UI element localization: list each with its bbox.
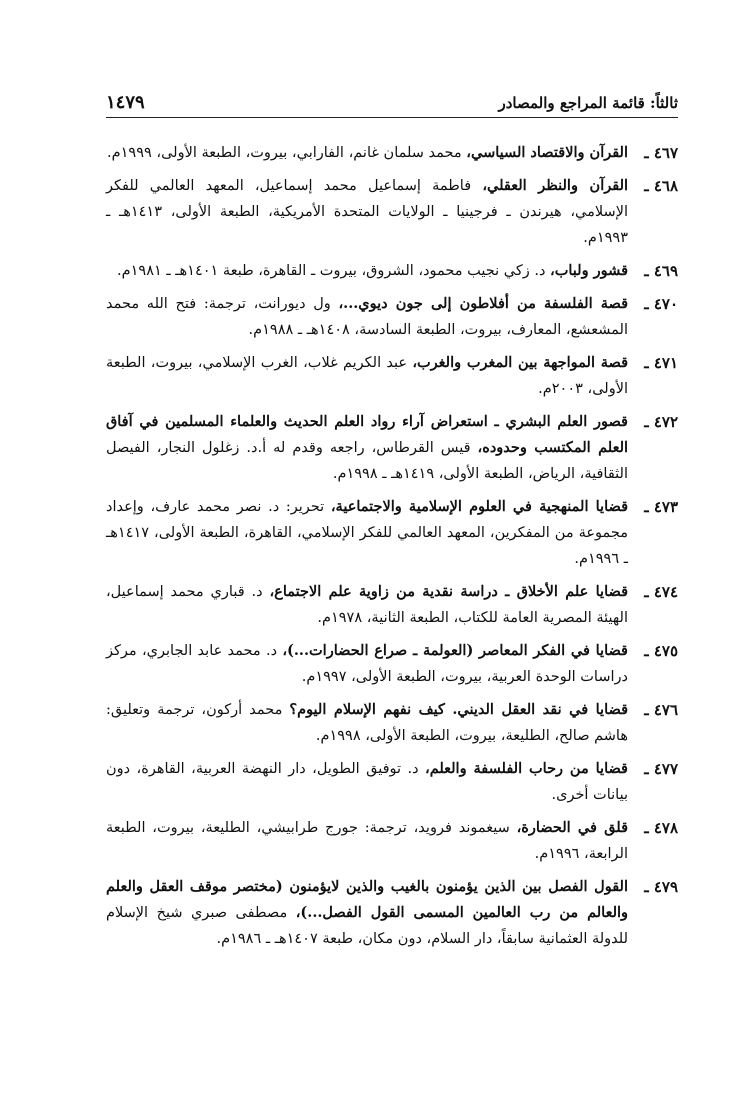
entry-title: قضايا علم الأخلاق ـ دراسة نقدية من زاوية علم الاجتماع،	[269, 583, 629, 600]
entry-number: ٤٧٤ ـ	[644, 583, 678, 601]
entry-text	[106, 874, 628, 952]
reference-entry	[106, 140, 678, 166]
entry-details: تحرير: د. نصر محمد عارف، وإعداد مجموعة من المفكرين، المعهد العالمي للفكر الإسلامي، القاهرة، الطبعة الأولى، ١٤١٧هـ ـ ١٩٩٦م.	[106, 499, 628, 567]
reference-entry	[106, 697, 678, 749]
entry-details: د. محمد عابد الجابري، مركز دراسات الوحدة العربية، بيروت، الطبعة الأولى، ١٩٩٧م.	[106, 643, 628, 685]
entry-details: د. توفيق الطويل، دار النهضة العربية، القاهرة، دون بيانات أخرى.	[106, 761, 628, 803]
reference-entry	[106, 815, 678, 867]
entry-details: د. زكي نجيب محمود، الشروق، بيروت ـ القاهرة، طبعة ١٤٠١هـ ـ ١٩٨١م.	[117, 263, 546, 279]
entry-title: القرآن والنظر العقلي،	[482, 177, 629, 194]
entry-details: عبد الكريم غلاب، الغرب الإسلامي، بيروت، الطبعة الأولى، ٢٠٠٣م.	[106, 355, 628, 397]
entry-number: ٤٦٧ ـ	[644, 144, 678, 162]
entry-title: قضايا في نقد العقل الديني. كيف نفهم الإسلام اليوم؟	[289, 701, 629, 718]
entry-title: قضايا المنهجية في العلوم الإسلامية والاجتماعية،	[330, 498, 628, 515]
entry-text	[106, 350, 628, 402]
entry-title: قشور ولباب،	[550, 262, 628, 279]
reference-entry	[106, 291, 678, 343]
entry-title: قصة المواجهة بين المغرب والغرب،	[412, 354, 629, 371]
entry-number: ٤٧٨ ـ	[644, 819, 678, 837]
entry-text	[106, 638, 628, 690]
entry-title: قصة الفلسفة من أفلاطون إلى جون ديوي...،	[338, 295, 628, 312]
entry-number: ٤٦٩ ـ	[644, 262, 678, 280]
reference-list	[106, 140, 678, 959]
reference-entry	[106, 756, 678, 808]
entry-number: ٤٧٢ ـ	[644, 413, 678, 431]
entry-title: قلق في الحضارة،	[516, 819, 629, 836]
reference-entry	[106, 874, 678, 952]
entry-number: ٤٧١ ـ	[644, 354, 678, 372]
entry-number: ٤٧٣ ـ	[644, 498, 678, 516]
entry-text	[106, 494, 628, 572]
reference-entry	[106, 638, 678, 690]
entry-number: ٤٦٨ ـ	[644, 177, 678, 195]
entry-text	[106, 756, 628, 808]
entry-number: ٤٧٠ ـ	[644, 295, 678, 313]
page-number: ١٤٧٩	[106, 92, 145, 113]
reference-entry	[106, 258, 678, 284]
entry-title: القول الفصل بين الذين يؤمنون بالغيب والذين لايؤمنون (مختصر موقف العقل والعلم والعالم من رب العالمين المسمى القول الفصل...)،	[106, 878, 629, 921]
entry-title: القرآن والاقتصاد السياسي،	[466, 144, 628, 161]
reference-entry	[106, 579, 678, 631]
entry-text	[106, 697, 628, 749]
entry-details: ول ديورانت، ترجمة: فتح الله محمد المشعشع، المعارف، بيروت، الطبعة السادسة، ١٤٠٨هـ ـ ١٩٨٨م.	[106, 296, 628, 338]
reference-entry	[106, 409, 678, 487]
entry-details: سيغموند فرويد، ترجمة: جورج طرابيشي، الطليعة، بيروت، الطبعة الرابعة، ١٩٩٦م.	[106, 820, 628, 862]
entry-text	[106, 291, 628, 343]
running-header	[106, 86, 678, 118]
section-prefix: ثالثاً:	[650, 94, 678, 112]
entry-text	[106, 579, 628, 631]
reference-entry	[106, 494, 678, 572]
reference-entry	[106, 350, 678, 402]
entry-text	[106, 258, 628, 284]
entry-title: قضايا من رحاب الفلسفة والعلم،	[425, 760, 628, 777]
entry-title: قضايا في الفكر المعاصر (العولمة ـ صراع الحضارات...)،	[282, 642, 628, 659]
section-title: قائمة المراجع والمصادر	[498, 94, 645, 112]
entry-details: مصطفى صبري شيخ الإسلام للدولة العثمانية سابقاً، دار السلام، دون مكان، طبعة ١٤٠٧هـ ـ ١٩٨٦م.	[106, 905, 628, 947]
entry-details: قيس القرطاس، راجعه وقدم له أ.د. زغلول النجار، الفيصل الثقافية، الرياض، الطبعة الأولى، ١٤١٩هـ ـ ١٩٩٨م.	[106, 440, 628, 482]
entry-number: ٤٧٥ ـ	[644, 642, 678, 660]
entry-details: فاطمة إسماعيل محمد إسماعيل، المعهد العالمي للفكر الإسلامي، هيرندن ـ فرجينيا ـ الولايات المتحدة الأمريكية، الطبعة الأولى، ١٤١٣هـ ـ ١٩٩٣م.	[106, 178, 628, 246]
entry-title: قصور العلم البشري ـ استعراض آراء رواد العلم الحديث والعلماء المسلمين في آفاق العلم المكتسب وحدوده،	[106, 413, 629, 456]
reference-entry	[106, 173, 678, 251]
entry-text	[106, 140, 628, 166]
entry-number: ٤٧٧ ـ	[644, 760, 678, 778]
entry-details: محمد سلمان غانم، الفارابي، بيروت، الطبعة الأولى، ١٩٩٩م.	[107, 145, 462, 161]
entry-text	[106, 409, 628, 487]
running-title	[498, 93, 678, 113]
entry-details: محمد أركون، ترجمة وتعليق: هاشم صالح، الطليعة، بيروت، الطبعة الأولى، ١٩٩٨م.	[106, 702, 628, 744]
entry-text	[106, 815, 628, 867]
entry-number: ٤٧٩ ـ	[644, 878, 678, 896]
entry-number: ٤٧٦ ـ	[644, 701, 678, 719]
entry-text	[106, 173, 628, 251]
entry-details: د. قباري محمد إسماعيل، الهيئة المصرية العامة للكتاب، الطبعة الثانية، ١٩٧٨م.	[106, 584, 628, 626]
